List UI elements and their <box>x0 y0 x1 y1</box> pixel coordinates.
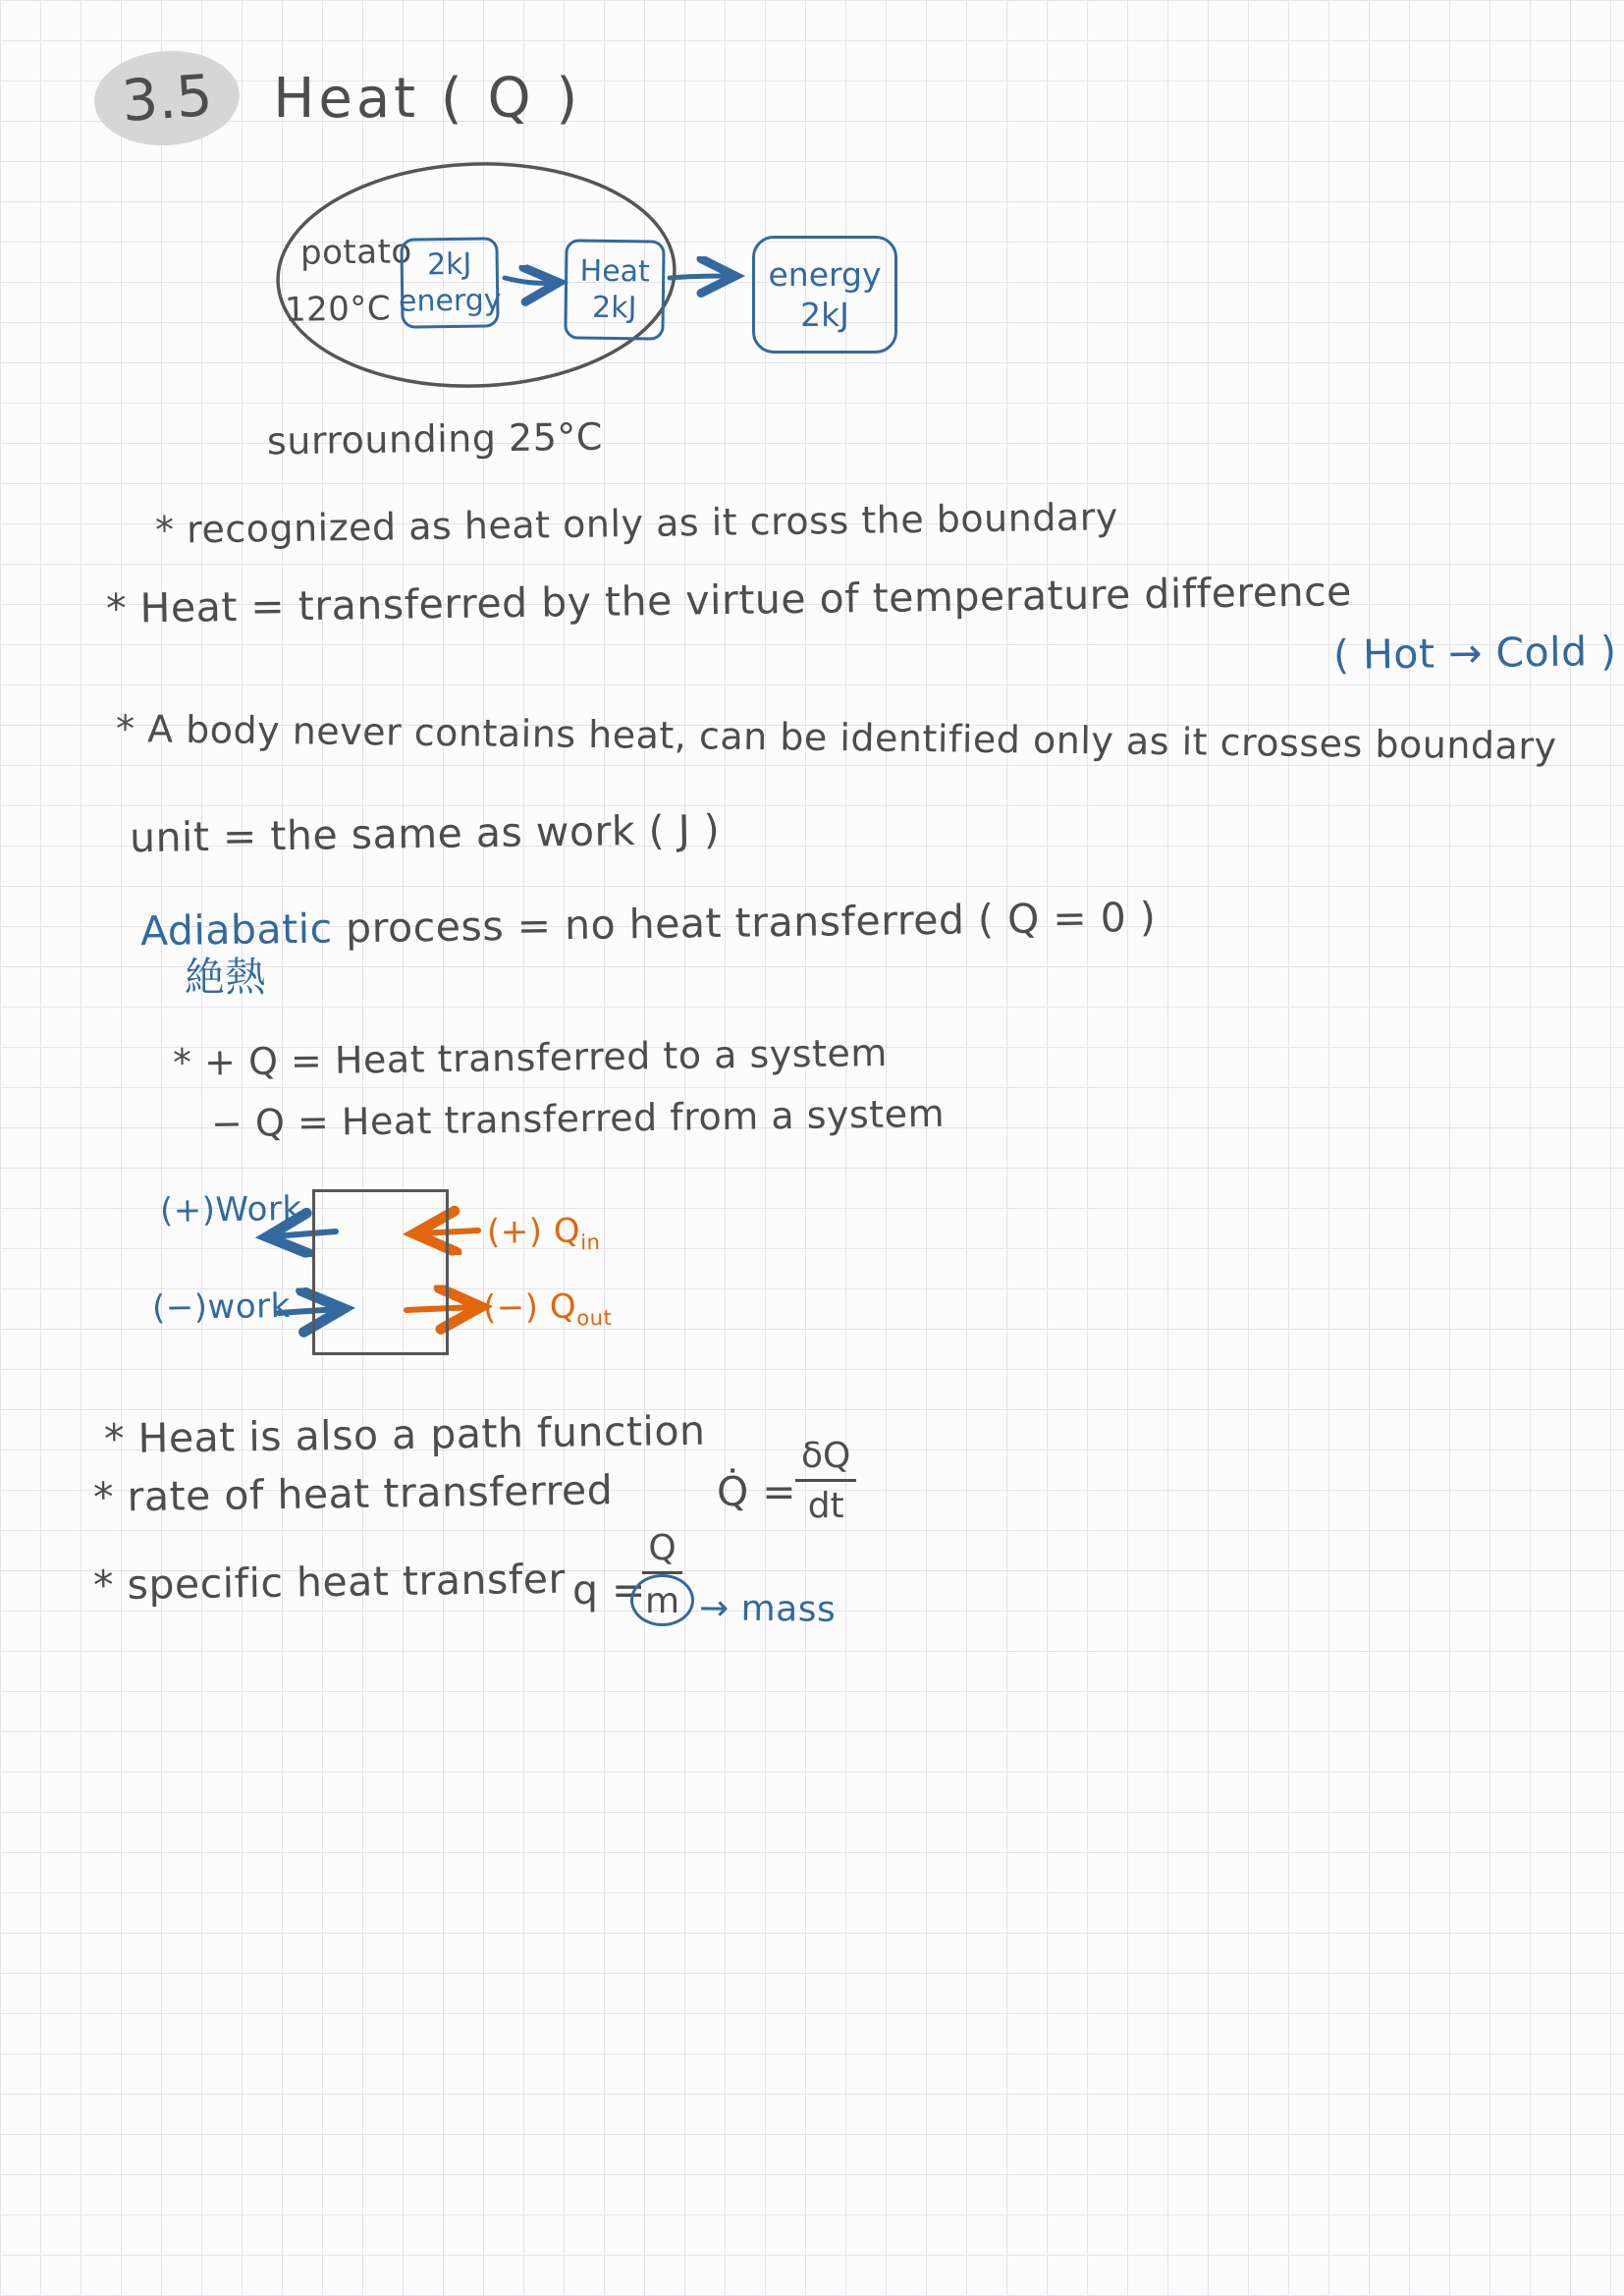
inner-energy-box-line1: 2kJ <box>426 246 472 282</box>
arrow-heat-transfer-2 <box>670 276 731 278</box>
page-title <box>94 51 581 145</box>
note-recognized: * recognized as heat only as it cross the boundary <box>154 495 1119 552</box>
rate-fraction-denominator: dt <box>807 1486 844 1526</box>
q-in-main: (+) Q <box>486 1211 581 1252</box>
page-title-text: Heat ( Q ) <box>273 66 582 131</box>
arrow-heat-transfer-1 <box>505 278 554 283</box>
system-temp-label: 120°C <box>284 289 392 330</box>
specific-equation-lhs: q = <box>572 1566 646 1613</box>
note-unit: unit = the same as work ( J ) <box>129 805 721 862</box>
note-q-minus: − Q = Heat transferred from a system <box>210 1091 946 1146</box>
heat-box-line2: 2kJ <box>591 290 637 326</box>
q-in-label <box>487 1212 601 1256</box>
heat-box-line1: Heat <box>579 253 651 289</box>
note-hot-to-cold: ( Hot → Cold ) <box>1332 627 1617 680</box>
adiabatic-definition: process = no heat transferred ( Q = 0 ) <box>345 893 1157 953</box>
mass-annotation: → mass <box>698 1588 837 1630</box>
work-negative-label: (−)work <box>151 1286 292 1328</box>
q-out-sub: out <box>576 1304 613 1331</box>
rate-equation-lhs: Q̇ = <box>717 1468 797 1515</box>
adiabatic-kanji: 絶熱 <box>185 954 266 1001</box>
specific-equation-fraction <box>630 1528 694 1626</box>
q-out-label <box>483 1287 613 1332</box>
specific-fraction-numerator: Q <box>642 1528 681 1574</box>
note-definition: * Heat = transferred by the virtue of temperature difference <box>105 568 1353 632</box>
rate-fraction-numerator: δQ <box>795 1436 856 1482</box>
system-name-label: potato <box>299 232 412 273</box>
energy-box <box>752 236 897 354</box>
inner-energy-box <box>398 237 502 328</box>
note-path-function: * Heat is also a path function <box>103 1406 706 1463</box>
note-body-never: * A body never contains heat, can be identified only as it crosses boundary <box>115 707 1557 768</box>
q-out-main: (−) Q <box>482 1286 577 1328</box>
specific-fraction-denominator-circled: m <box>630 1574 694 1626</box>
system-box <box>312 1189 449 1355</box>
heat-box <box>564 239 665 340</box>
note-rate: * rate of heat transferred <box>92 1466 614 1521</box>
section-number-highlight: 3.5 <box>91 46 244 150</box>
adiabatic-term: Adiabatic <box>139 904 333 956</box>
rate-equation-fraction <box>795 1436 856 1526</box>
surrounding-label: surrounding 25°C <box>266 414 604 464</box>
work-positive-label: (+)Work <box>159 1188 302 1231</box>
inner-energy-box-line2: energy <box>398 283 502 319</box>
energy-box-line1: energy <box>768 254 882 294</box>
energy-box-line2: 2kJ <box>800 296 849 334</box>
q-in-sub: in <box>580 1229 601 1255</box>
note-adiabatic <box>140 895 1157 956</box>
note-specific: * specific heat transfer <box>92 1555 567 1610</box>
note-q-plus: * + Q = Heat transferred to a system <box>172 1030 889 1085</box>
